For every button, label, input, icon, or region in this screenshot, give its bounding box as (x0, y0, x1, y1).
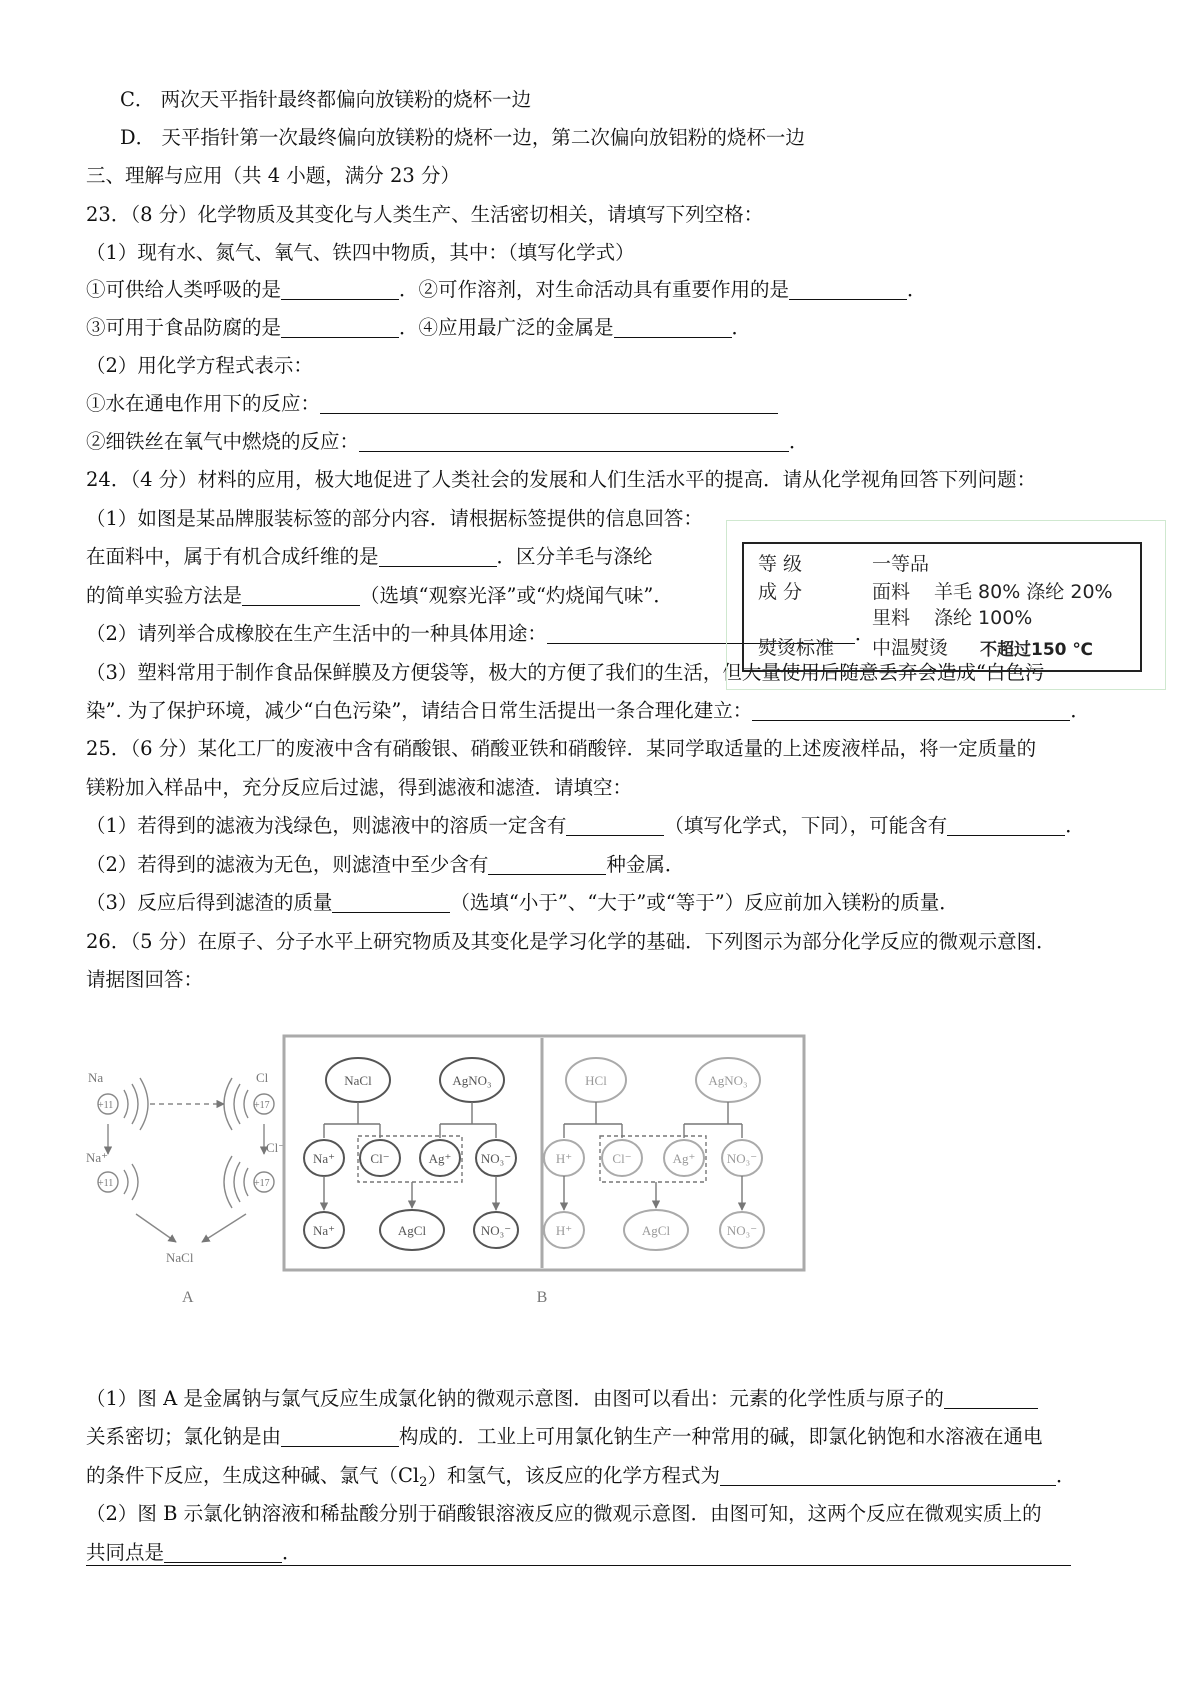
q25-stem: 25．（6 分）某化工厂的废液中含有硝酸银、硝酸亚铁和硝酸锌．某同学取适量的上述废液样品，将一定质量的 (86, 737, 1037, 760)
label-ironing-key: 熨烫标准 (758, 637, 835, 659)
label-ironing-value: 中温熨烫 (872, 637, 949, 659)
svg-text:+17: +17 (254, 1178, 270, 1189)
b-no3-ion-right: NO₃⁻ (726, 1151, 758, 1166)
a-na-core: +11 (98, 1100, 114, 1111)
a-cl-core: +17 (254, 1100, 270, 1111)
q26-part1-line2: 关系密切；氯化钠是由 构成的．工业上可用氯化钠生产一种常用的碱，即氯化钠饱和水溶液在通电 (86, 1425, 1043, 1448)
q22-option-d: D． 天平指针第一次最终偏向放镁粉的烧杯一边，第二次偏向放铝粉的烧杯一边 (120, 126, 805, 149)
b-h-ion: H⁺ (555, 1151, 573, 1166)
blank-solute-possible[interactable] (947, 815, 1065, 836)
label-grade-key: 等 级 (758, 553, 803, 575)
blank-breathing[interactable] (281, 279, 399, 300)
label-grade-value: 一等品 (872, 553, 930, 575)
clothing-label (742, 542, 1142, 672)
blank-atom-structure[interactable] (944, 1388, 1038, 1409)
a-na-ion-label: Na⁺ (86, 1150, 109, 1165)
b-no3-ion-left: NO₃⁻ (480, 1151, 512, 1166)
q23-line-3-4: ③可用于食品防腐的是 ．④应用最广泛的金属是 ． (86, 316, 752, 339)
blank-preservation[interactable] (281, 317, 399, 338)
q24-line-2: 在面料中，属于有机合成纤维的是 ．区分羊毛与涤纶 (86, 545, 653, 568)
b-nacl: NaCl (344, 1073, 372, 1088)
blank-electrolysis-equation[interactable] (720, 1465, 1056, 1486)
q26-part2-line2: 共同点是 ． (86, 1539, 1071, 1566)
q22-option-c: C． 两次天平指针最终都偏向放镁粉的烧杯一边 (120, 88, 532, 111)
blank-test-method[interactable] (242, 585, 360, 606)
b-no3-product-right: NO₃⁻ (726, 1223, 758, 1238)
q24-part3-line1: （3）塑料常用于制作食品保鲜膜及方便袋等，极大的方便了我们的生活，但大量使用后随意丢弃会造成“白色污 (86, 661, 1045, 684)
b-hcl: HCl (585, 1073, 607, 1088)
cl-electron-shells (224, 1078, 248, 1130)
svg-text:+11: +11 (98, 1178, 114, 1189)
b-na-ion-product: Na⁺ (312, 1223, 336, 1238)
b-agcl-right: AgCl (641, 1223, 671, 1238)
q25-part3: （3）反应后得到滤渣的质量 （选填“小于”、“大于”或“等于”）反应前加入镁粉的质量． (86, 891, 959, 914)
q25-part2: （2）若得到的滤液为无色，则滤渣中至少含有 种金属． (86, 853, 685, 876)
q26-part1-line1: （1）图 A 是金属钠与氯气反应生成氯化钠的微观示意图．由图可以看出：元素的化学性质与原子的 (86, 1385, 1038, 1413)
q25-stem-2: 镁粉加入样品中，充分反应后过滤，得到滤液和滤渣．请填空： (86, 776, 633, 799)
b-na-ion: Na⁺ (312, 1151, 336, 1166)
b-cl-ion-right: Cl⁻ (612, 1151, 632, 1166)
q24-line-3: 的简单实验方法是 （选填“观察光泽”或“灼烧闻气味”． (86, 584, 673, 607)
q23-equation-1: ①水在通电作用下的反应： (86, 390, 778, 418)
b-ag-ion-right: Ag⁺ (672, 1151, 696, 1166)
label-fabric-value: 羊毛 80% 涤纶 20% (934, 581, 1113, 603)
blank-common-essence[interactable] (164, 1542, 282, 1563)
figure-a-label: A (182, 1289, 194, 1306)
na-electron-shells (124, 1078, 148, 1130)
b-agcl-left: AgCl (397, 1223, 427, 1238)
label-fabric: 面料 (872, 581, 911, 603)
q23-part1: （1）现有水、氮气、氧气、铁四中物质，其中：（填写化学式） (86, 241, 635, 264)
label-lining: 里料 (872, 607, 911, 629)
b-no3-product-left: NO₃⁻ (480, 1223, 512, 1238)
q26-part2-line1: （2）图 B 示氯化钠溶液和稀盐酸分别于硝酸银溶液反应的微观示意图．由图可知，这两个反应在微观实质上的 (86, 1502, 1042, 1525)
label-composition-key: 成 分 (758, 581, 803, 603)
blank-equation-water[interactable] (320, 393, 778, 414)
section-3-title: 三、理解与应用（共 4 小题，满分 23 分） (86, 164, 461, 187)
b-agno3-right: AgNO₃ (708, 1073, 748, 1088)
b-cl-ion-left: Cl⁻ (370, 1151, 390, 1166)
blank-solute-certain[interactable] (566, 815, 664, 836)
q26-part1-line3: 的条件下反应，生成这种碱、氯气$(Cl_2)$和氢气，该反应的化学方程式为 ． (86, 1464, 1076, 1490)
b-ag-ion-left: Ag⁺ (428, 1151, 452, 1166)
q24-stem: 24．（4 分）材料的应用，极大地促进了人类社会的发展和人们生活水平的提高．请从化学视角回答下列问题： (86, 468, 1037, 491)
blank-metal[interactable] (614, 317, 732, 338)
q23-line-1-2: ①可供给人类呼吸的是 ．②可作溶剂，对生命活动具有重要作用的是 ． (86, 278, 927, 301)
q26-stem: 26．（5 分）在原子、分子水平上研究物质及其变化是学习化学的基础．下列图示为部分化学反应的微观示意图． (86, 930, 1056, 953)
figure-b (284, 1036, 804, 1306)
blank-synthetic-fiber[interactable] (379, 546, 497, 567)
q26-stem-2: 请据图回答： (86, 968, 204, 991)
label-lining-value: 涤纶 100% (934, 607, 1033, 629)
q24-part1: （1）如图是某品牌服装标签的部分内容．请根据标签提供的信息回答： (86, 507, 703, 530)
a-na-label: Na (88, 1070, 104, 1085)
blank-white-pollution[interactable] (752, 700, 1070, 721)
blank-equation-iron[interactable] (359, 431, 789, 452)
a-cl-ion-label: Cl⁻ (266, 1140, 286, 1155)
a-cl-label: Cl (256, 1070, 269, 1085)
q25-part1: （1）若得到的滤液为浅绿色，则滤液中的溶质一定含有 （填写化学式，下同），可能含有 ． (86, 814, 1085, 837)
figure-b-label: B (536, 1289, 548, 1306)
q23-stem: 23．（8 分）化学物质及其变化与人类生产、生活密切相关，请填写下列空格： (86, 203, 764, 226)
b-agno3-left: AgNO₃ (452, 1073, 492, 1088)
blank-metal-count[interactable] (488, 854, 606, 875)
figure-a (98, 1078, 274, 1242)
q23-equation-2: ②细铁丝在氧气中燃烧的反应： ． (86, 430, 809, 453)
q24-part2: （2）请列举合成橡胶在生产生活中的一种具体用途： ． (86, 622, 875, 645)
blank-mass-compare[interactable] (332, 892, 450, 913)
q24-part3-line2: 染”. 为了保护环境，减少“白色污染”，请结合日常生活提出一条合理化建立： ． (86, 699, 1090, 722)
micro-reaction-diagram (86, 1034, 886, 1364)
b-h-ion-product: H⁺ (555, 1223, 573, 1238)
blank-nacl-composition[interactable] (281, 1426, 399, 1447)
a-nacl-label: NaCl (166, 1250, 194, 1265)
label-ironing-note: 不超过150 ℃ (980, 640, 1093, 660)
blank-solvent[interactable] (789, 279, 907, 300)
q23-part2: （2）用化学方程式表示： (86, 354, 313, 377)
